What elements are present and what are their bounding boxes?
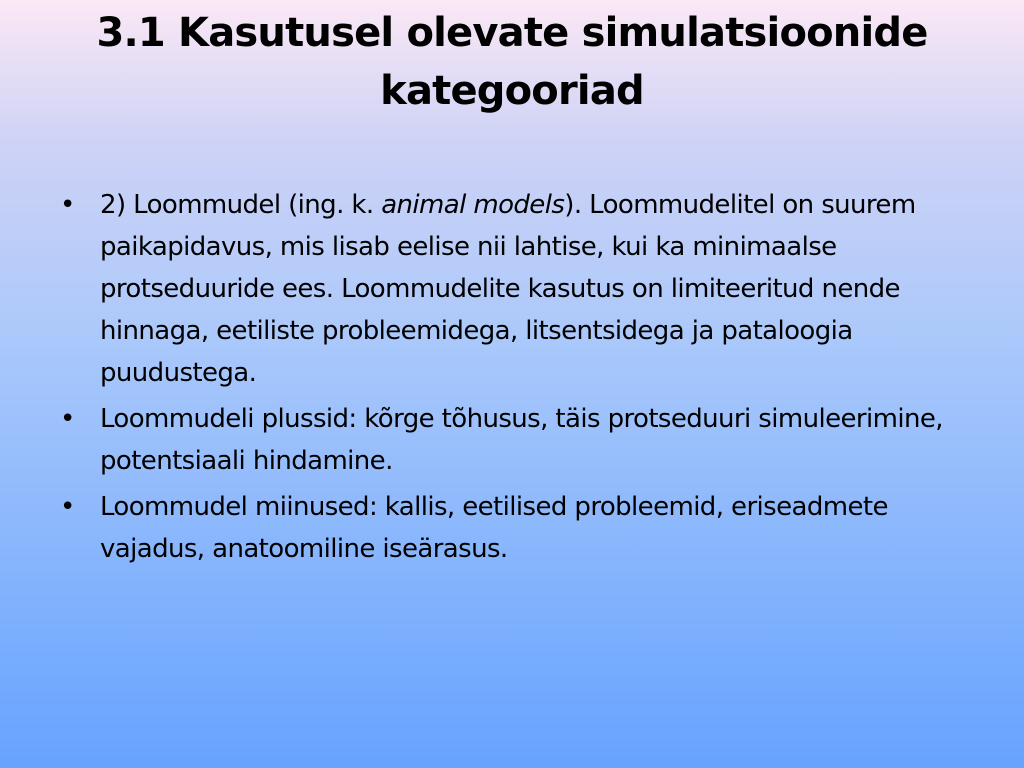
bullet-dot-icon: •	[60, 492, 75, 522]
bullet-text: Loommudel miinused: kallis, eetilised probleemid, eriseadmete vajadus, anatoomiline iseärasus.	[100, 492, 888, 564]
bullet-text-start: 2) Loommudel (ing. k.	[100, 190, 382, 220]
slide-title: 3.1 Kasutusel olevate simulatsioonide kategooriad	[96, 10, 928, 114]
bullet-text-italic-term: animal models	[381, 190, 565, 220]
bullet-dot-icon: •	[60, 190, 75, 220]
bullet-text-rest: ). Loommudelitel on suurem paikapidavus, mis lisab eelise nii lahtise, kui ka minimaalse protseduuride ees. Loommudelite kasutus on limiteeritud nende hinnaga, eetiliste probleemidega, litsentsidega ja pataloogia puudustega.	[100, 190, 916, 388]
bullet-list	[60, 184, 970, 574]
bullet-item-cons	[60, 486, 970, 570]
bullet-text: Loommudeli plussid: kõrge tõhusus, täis protseduuri simuleerimine, potentsiaali hindamine.	[100, 404, 943, 476]
bullet-dot-icon: •	[60, 404, 75, 434]
bullet-item-animal-models	[60, 184, 970, 394]
bullet-item-pros	[60, 398, 970, 482]
